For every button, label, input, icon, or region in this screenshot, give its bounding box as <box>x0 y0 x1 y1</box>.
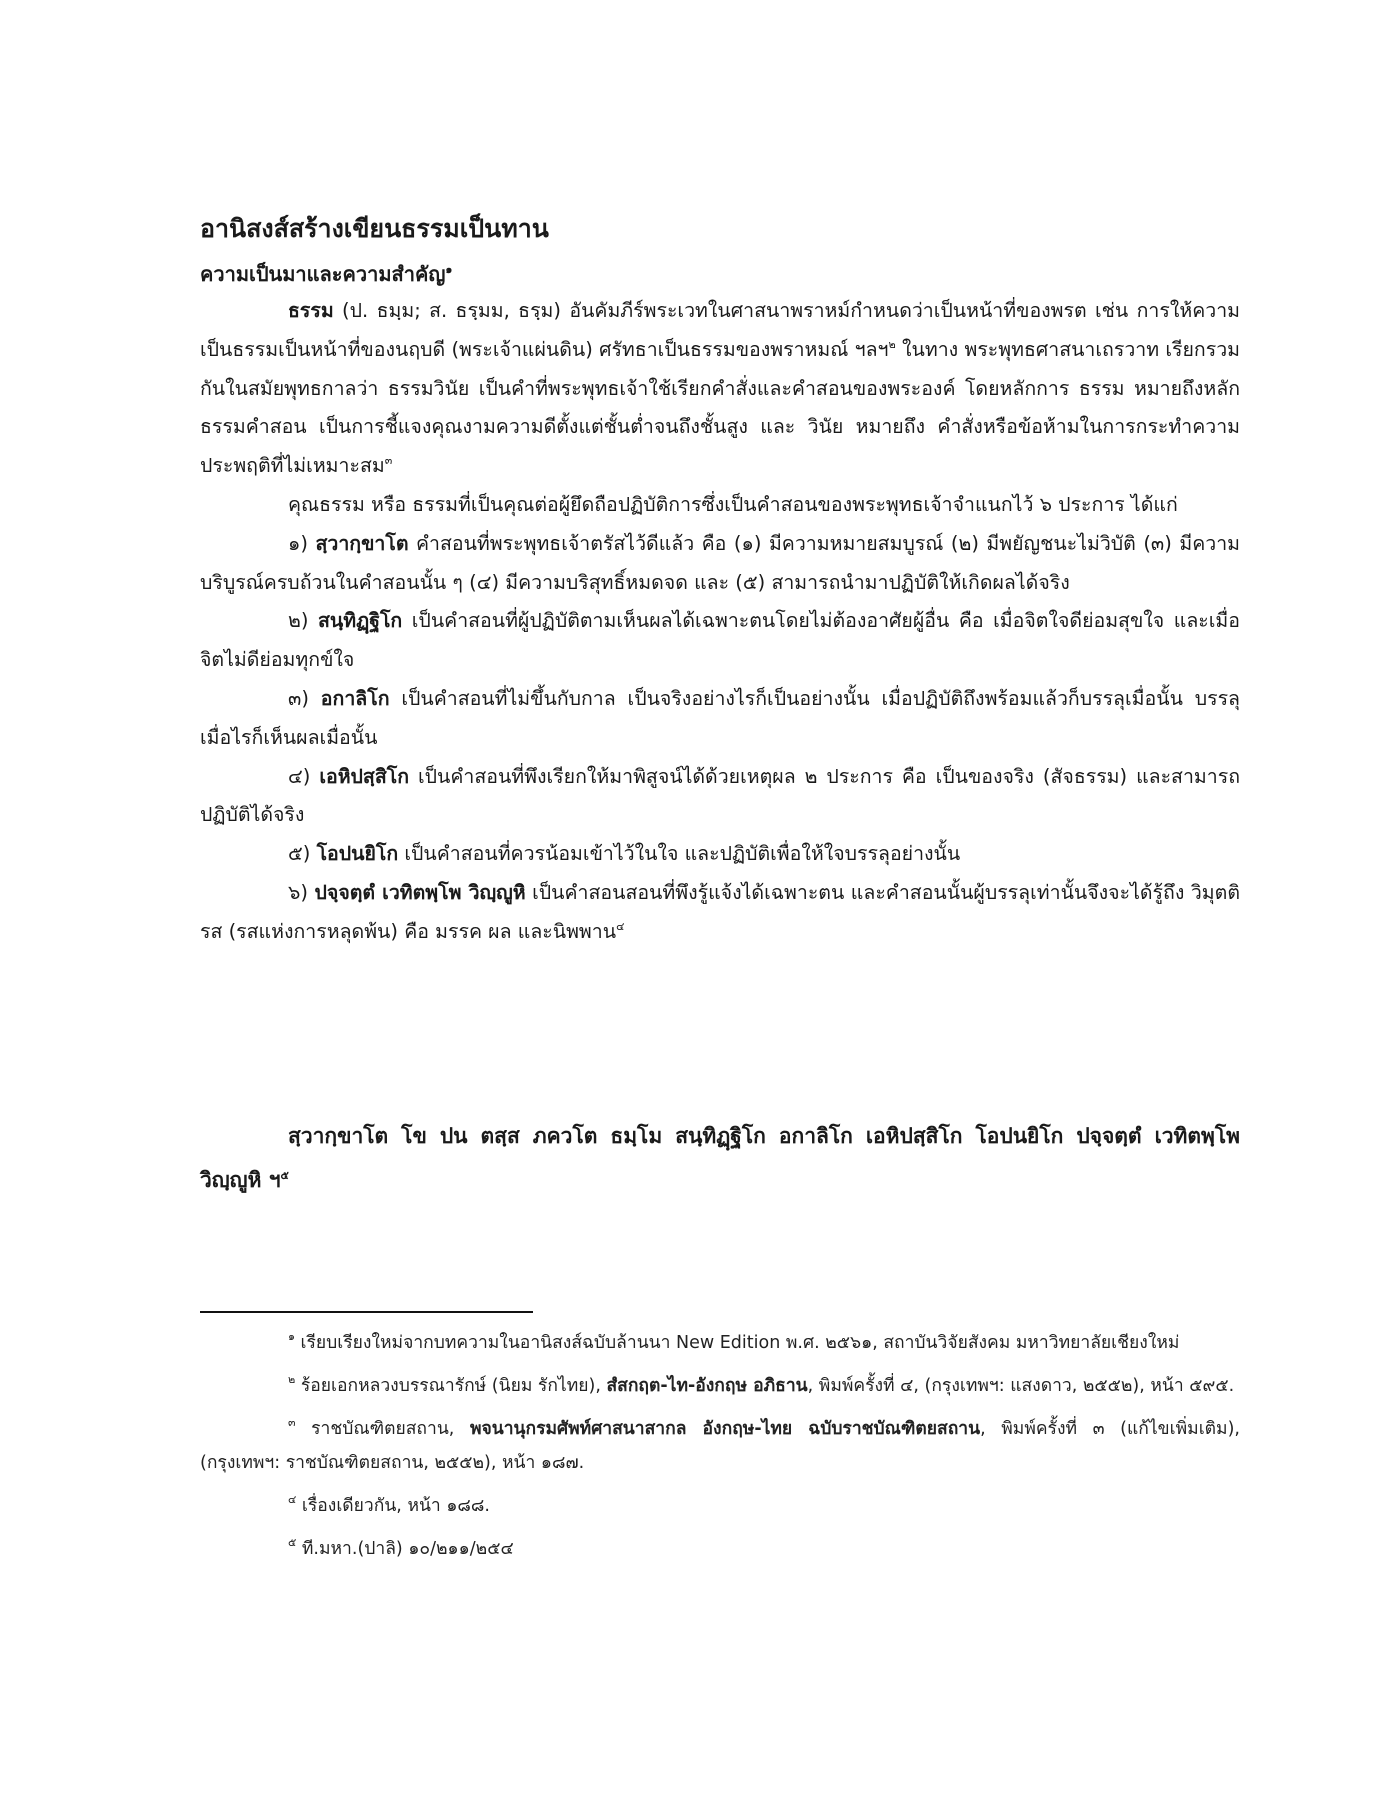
footnote-ref[interactable]: ๓ <box>384 454 393 468</box>
pali-verse-line <box>200 1114 1240 1202</box>
footnote-ref[interactable]: ๑ <box>445 263 453 276</box>
footnote-ref[interactable]: ๒ <box>888 337 896 351</box>
footnote-text: , พิมพ์ครั้งที่ ๔, (กรุงเทพฯ: แสงดาว, ๒๕๕๒), หน้า ๕๙๕. <box>807 1376 1235 1396</box>
pali-verse-text: สฺวากฺขาโต โข ปน ตสฺส ภควโต ธมฺโม สนฺทิฏฺฐิโก อกาลิโก เอหิปสฺสิโก โอปนยิโก ปจฺจตฺตํ เวทิตพฺโพ วิญฺญูหิ ฯ <box>200 1124 1240 1192</box>
footnote-text: เรียบเรียงใหม่จากบทความในอานิสงส์ฉบับล้านนา New Edition พ.ศ. ๒๕๖๑, สถาบันวิจัยสังคม มหาวิทยาลัยเชียงใหม่ <box>294 1333 1180 1353</box>
item-number: ๕) <box>288 842 311 866</box>
pali-verse <box>200 1114 1240 1202</box>
item-text: คำสอนที่พระพุทธเจ้าตรัสไว้ดีแล้ว คือ (๑) มีความหมายสมบูรณ์ (๒) มีพยัญชนะไม่วิบัติ (๓) มีความบริบูรณ์ครบถ้วนในคำสอนนั้น ๆ (๔) มีความบริสุทธิ์หมดจด และ (๕) สามารถนำมาปฏิบัติให้เกิดผลได้จริง <box>200 531 1240 594</box>
term-dhamma: ธรรม <box>288 299 334 322</box>
list-item <box>200 835 1240 874</box>
item-text: เป็นคำสอนที่ไม่ขึ้นกับกาล เป็นจริงอย่างไรก็เป็นอย่างนั้น เมื่อปฏิบัติถึงพร้อมแล้วก็บรรลุเมื่อนั้น บรรลุเมื่อไรก็เห็นผลเมื่อนั้น <box>200 686 1241 749</box>
footnote-ref[interactable]: ๔ <box>616 919 625 933</box>
item-number: ๓) <box>288 686 309 710</box>
footnote-text: , พิมพ์ครั้งที่ ๓ (แก้ไขเพิ่มเติม), (กรุงเทพฯ: ราชบัณฑิตยสถาน, ๒๕๕๒), หน้า ๑๘๗. <box>200 1419 1240 1473</box>
section-heading-text: ความเป็นมาและความสำคัญ <box>200 262 446 286</box>
item-number: ๑) <box>288 531 308 555</box>
footnote-text: ที.มหา.(ปาลิ) ๑๐/๒๑๑/๒๕๔ <box>296 1539 514 1559</box>
list-item <box>200 874 1240 952</box>
footnote-divider <box>200 1311 533 1313</box>
item-text: เป็นคำสอนที่ผู้ปฏิบัติตามเห็นผลได้เฉพาะตนโดยไม่ต้องอาศัยผู้อื่น คือ เมื่อจิตใจดีย่อมสุขใจ และเมื่อจิตไม่ดีย่อมทุกข์ใจ <box>200 609 1240 672</box>
footnote-book-title: พจนานุกรมศัพท์ศาสนาสากล อังกฤษ-ไทย ฉบับราชบัณฑิตยสถาน <box>469 1419 981 1439</box>
footnote-mark: ๑ <box>288 1330 295 1343</box>
page-title: อานิสงส์สร้างเขียนธรรมเป็นทาน <box>200 214 549 243</box>
list-item <box>200 758 1240 836</box>
footnote-text: เรื่องเดียวกัน, หน้า ๑๘๘. <box>296 1496 490 1516</box>
list-item <box>200 680 1240 758</box>
item-text: เป็นคำสอนที่ควรน้อมเข้าไว้ในใจ และปฏิบัติเพื่อให้ใจบรรลุอย่างนั้น <box>398 842 961 866</box>
item-number: ๔) <box>288 764 311 788</box>
footnote-text: ราชบัณฑิตยสถาน, <box>295 1419 470 1439</box>
list-item <box>200 602 1240 680</box>
footnote-mark: ๒ <box>288 1373 296 1386</box>
paragraph-text: (ป. ธมฺม; ส. ธรฺมม, ธรฺม) อันคัมภีร์พระเวทในศาสนาพราหม์กำหนดว่าเป็นหน้าที่ของพรต เช่น การให้ความเป็นธรรมเป็นหน้าที่ของนฤบดี (พระเจ้าแผ่นดิน) ศรัทธาเป็นธรรมของพราหมณ์ ฯลฯ <box>200 299 1240 361</box>
footnote-book-title: สํสกฤต-ไท-อังกฤษ อภิธาน <box>606 1376 808 1396</box>
item-term: อกาลิโก <box>320 686 390 710</box>
footnote-mark: ๕ <box>288 1536 297 1549</box>
footnote <box>200 1369 1240 1403</box>
paragraph-dhamma-definition <box>200 292 1240 486</box>
footnote <box>200 1326 1240 1360</box>
item-text: เป็นคำสอนสอนที่พึงรู้แจ้งได้เฉพาะตน และคำสอนนั้นผู้บรรลุเท่านั้นจึงจะได้รู้ถึง วิมุตติรส (รสแห่งการหลุดพ้น) คือ มรรค ผล และนิพพาน <box>200 880 1240 943</box>
item-number: ๒) <box>288 609 309 633</box>
item-term: ปจฺจตฺตํ เวทิตพฺโพ วิญฺญูหิ <box>314 880 526 904</box>
paragraph-text: ในทาง พระพุทธศาสนาเถรวาท เรียกรวมกันในสมัยพุทธกาลว่า ธรรมวินัย เป็นคำที่พระพุทธเจ้าใช้เรียกคำสั่งและคำสอนของพระองค์ โดยหลักการ ธรรม หมายถึงหลักธรรมคำสอน เป็นการชี้แจงคุณงามความดีตั้งแต่ชั้นต่ำจนถึงชั้นสูง และ วินัย หมายถึง คำสั่งหรือข้อห้ามในการกระทำความประพฤติที่ไม่เหมาะสม <box>200 337 1240 478</box>
list-item <box>200 525 1240 603</box>
item-number: ๖) <box>288 880 308 904</box>
body-text <box>200 292 1240 952</box>
item-term: สนฺทิฏฺฐิโก <box>318 609 403 633</box>
paragraph-virtues-intro: คุณธรรม หรือ ธรรมที่เป็นคุณต่อผู้ยึดถือปฏิบัติการซึ่งเป็นคำสอนของพระพุทธเจ้าจำแนกไว้ ๖ ประการ ได้แก่ <box>288 492 1178 516</box>
item-term: สฺวากฺขาโต <box>315 531 409 555</box>
item-text: เป็นคำสอนที่พึงเรียกให้มาพิสูจน์ได้ด้วยเหตุผล ๒ ประการ คือ เป็นของจริง (สัจธรรม) และสามารถปฏิบัติได้จริง <box>200 764 1240 827</box>
footnote <box>200 1489 1240 1523</box>
footnote-mark: ๓ <box>288 1416 296 1429</box>
footnote-mark: ๔ <box>288 1493 297 1506</box>
item-term: โอปนยิโก <box>316 842 399 866</box>
item-term: เอหิปสฺสิโก <box>319 764 410 788</box>
footnote-text: ร้อยเอกหลวงบรรณารักษ์ (นิยม รักไทย), <box>295 1376 607 1396</box>
footnotes <box>200 1326 1240 1575</box>
document-page <box>200 0 1240 1811</box>
section-heading <box>200 258 452 290</box>
footnote-ref[interactable]: ๕ <box>280 1169 289 1182</box>
footnote <box>200 1412 1240 1480</box>
footnote <box>200 1532 1240 1566</box>
